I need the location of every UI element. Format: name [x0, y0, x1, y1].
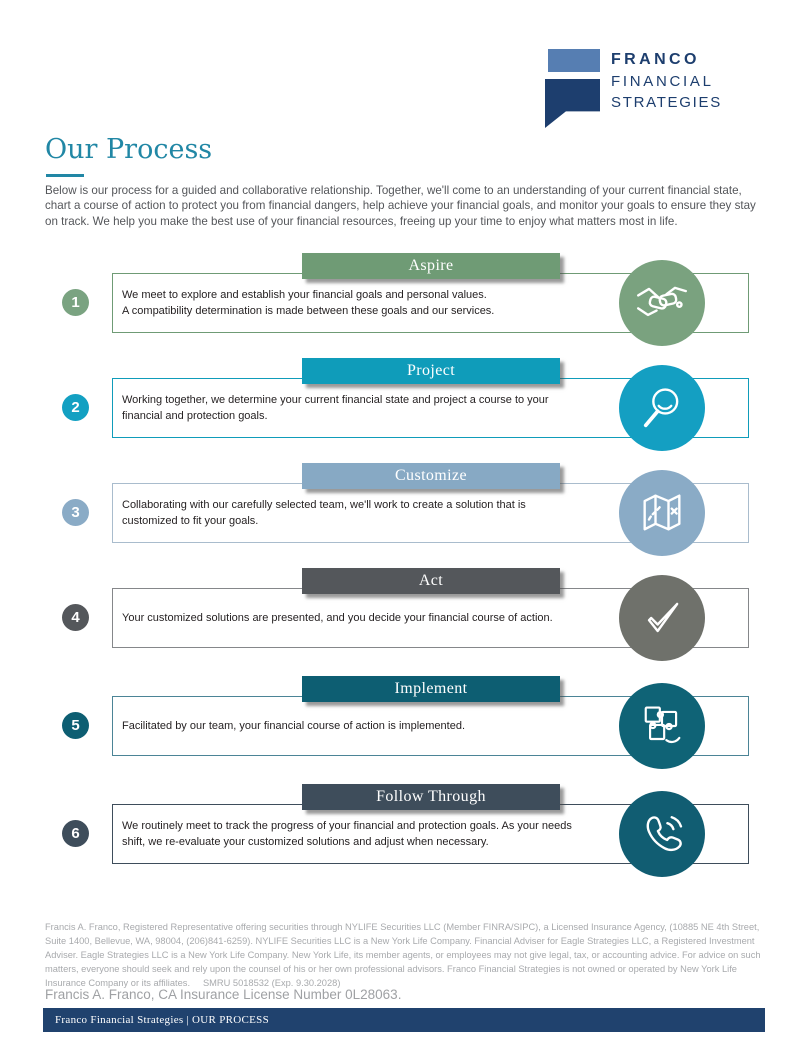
page-title: Our Process [45, 134, 213, 165]
map-icon [619, 470, 705, 556]
title-underline [46, 174, 84, 177]
step-title: Act [418, 572, 444, 589]
step-row [0, 358, 808, 463]
step-row [0, 784, 808, 889]
handshake-icon [619, 260, 705, 346]
step-row [0, 568, 808, 673]
step-title: Follow Through [376, 788, 486, 805]
logo-word-franco: FRANCO [611, 51, 700, 68]
step-banner [302, 568, 560, 594]
logo-wordmark [611, 51, 722, 111]
step-number-badge: 6 [62, 820, 89, 847]
step-banner [302, 784, 560, 810]
step-banner [302, 463, 560, 489]
footer-bar-text: Franco Financial Strategies | OUR PROCESS [55, 1014, 270, 1026]
intro-paragraph: Below is our process for a guided and collaborative relationship. Together, we'll come to an understanding of your current financial state, chart a course of action to protect you from financial dangers, help achieve your financial goals, and monitor your goals to ensure they stay on track. We help you make the best use of your financial resources, freeing up your time to enjoy what matters most in life. [45, 184, 756, 228]
step-number-badge: 3 [62, 499, 89, 526]
step-description: Facilitated by our team, your financial course of action is implemented. [122, 719, 465, 732]
step-number-badge: 2 [62, 394, 89, 421]
magnifier-icon [619, 365, 705, 451]
phone-icon [619, 791, 705, 877]
step-description: Your customized solutions are presented, and you decide your financial course of action. [122, 611, 553, 624]
logo-word-financial: FINANCIAL [611, 73, 714, 90]
logo-mark-top-bar [548, 49, 600, 72]
check-icon [619, 575, 705, 661]
step-description: We meet to explore and establish your financial goals and personal values. A compatibility determination is made between these goals and our services. [122, 288, 495, 317]
company-logo [545, 44, 755, 139]
step-number-badge: 1 [62, 289, 89, 316]
step-banner [302, 358, 560, 384]
step-title: Project [406, 362, 456, 379]
step-row [0, 253, 808, 358]
step-description: Working together, we determine your current financial state and project a course to your financial and protection goals. [122, 393, 549, 422]
step-number-badge: 5 [62, 712, 89, 739]
step-banner [302, 253, 560, 279]
step-row [0, 676, 808, 781]
step-banner [302, 676, 560, 702]
step-number-badge: 4 [62, 604, 89, 631]
step-description: We routinely meet to track the progress of your financial and protection goals. As your needs shift, we re-evaluate your customized solutions and adjust when necessary. [122, 819, 572, 848]
insurance-license-line: Francis A. Franco, CA Insurance License Number 0L28063. [45, 987, 402, 1002]
compliance-disclaimer: Francis A. Franco, Registered Representative offering securities through NYLIFE Securities LLC (Member FINRA/SIPC), a Licensed Insurance Agency, (10885 NE 4th Street, Suite 1400, Bellevue, WA, 98004, (206)841-6259). NYLIFE Securities LLC is a New York Life Company. Financial Adviser for Eagle Strategies LLC, a Registered Investment Adviser. Eagle Strategies LLC is a New York Life Company. New York Life, its member agents, or employees may not give legal, tax, or accounting advice. For advice on such matters, everyone should seek and rely upon the counsel of his or her own professional advisors. Franco Financial Strategies is not owned or operated by New York Life Insurance Company or its affiliates. SMRU 5018532 (Exp. 9.30.2028) [45, 922, 761, 988]
step-title: Implement [394, 680, 468, 697]
logo-word-strategies: STRATEGIES [611, 94, 722, 111]
puzzle-icon [619, 683, 705, 769]
footer-bar [43, 1008, 765, 1032]
step-description: Collaborating with our carefully selected team, we'll work to create a solution that is customized to fit your goals. [122, 498, 526, 527]
step-row [0, 463, 808, 568]
step-title: Customize [394, 467, 468, 484]
step-title: Aspire [408, 257, 454, 274]
logo-mark-flag-icon [545, 79, 600, 128]
